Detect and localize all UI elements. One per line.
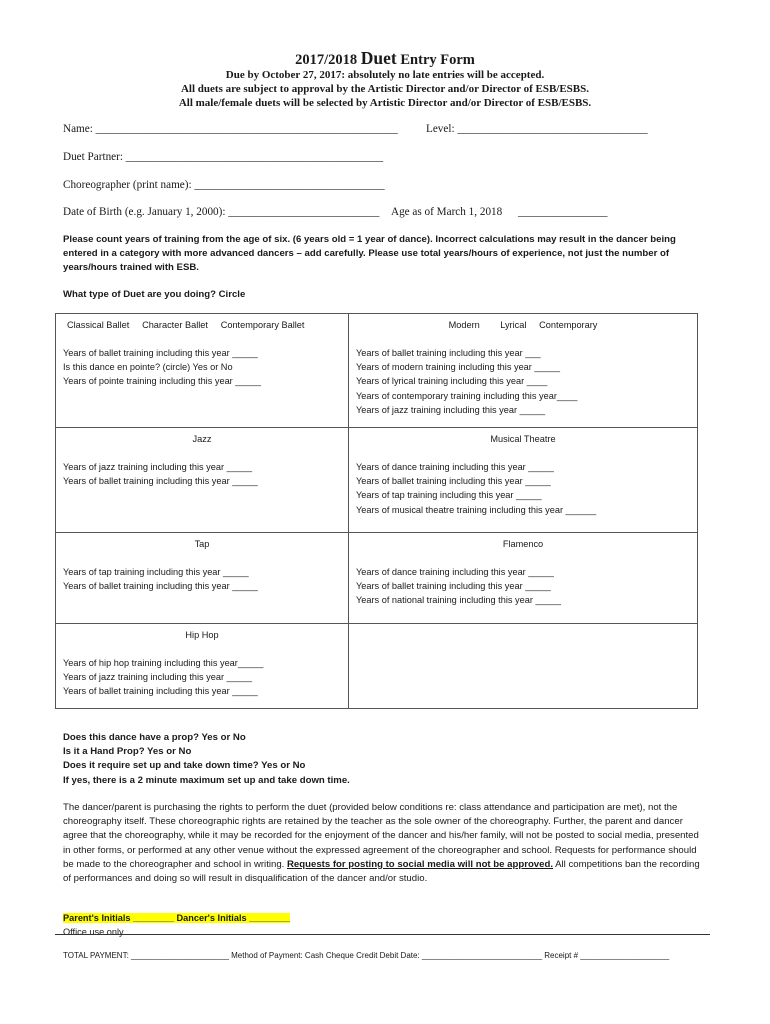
title-rest: Entry Form: [400, 52, 475, 68]
duet-partner-field[interactable]: Duet Partner: ______________________________________________: [63, 151, 384, 163]
musical-dance-years-line[interactable]: Years of dance training including this year _____: [356, 462, 554, 472]
jazz-ballet-years-line[interactable]: Years of ballet training including this year _____: [63, 476, 258, 487]
setup-limit-note: If yes, there is a 2 minute maximum set up and take down time.: [63, 774, 350, 786]
setup-question[interactable]: Does it require set up and take down time? Yes or No: [63, 760, 306, 772]
hip-hop-jazz-years-line[interactable]: Years of jazz training including this year _____: [63, 672, 253, 683]
prop-question[interactable]: Does this dance have a prop? Yes or No: [63, 732, 246, 743]
choreographer-field[interactable]: Choreographer (print name): __________________________________: [63, 179, 385, 191]
duet-category-table: [55, 313, 698, 709]
ballet-years-line[interactable]: Years of ballet training including this year _____: [63, 348, 258, 358]
initials-line: [63, 913, 290, 923]
option-lyrical[interactable]: Lyrical: [500, 320, 527, 330]
en-pointe-line[interactable]: Is this dance en pointe? (circle) Yes or No: [63, 362, 233, 373]
musical-tap-years-line[interactable]: Years of tap training including this year _____: [356, 490, 542, 501]
empty-cell: [349, 624, 698, 709]
date-of-birth-field[interactable]: Date of Birth (e.g. January 1, 2000): ___________________________: [63, 206, 380, 218]
age-label: Age as of March 1, 2018: [391, 206, 503, 218]
musical-theatre-title[interactable]: Musical Theatre: [490, 434, 556, 444]
option-character-ballet[interactable]: Character Ballet: [142, 320, 208, 330]
prop-questions: [63, 731, 350, 788]
jazz-cell: [56, 428, 349, 533]
musical-theatre-cell: [349, 428, 698, 533]
modern-ballet-years-line[interactable]: Years of ballet training including this year ___: [356, 348, 541, 358]
name-field[interactable]: Name: ______________________________________________________: [63, 123, 398, 135]
hip-hop-cell: [56, 624, 349, 709]
modern-options: [356, 314, 690, 332]
flamenco-dance-years-line[interactable]: Years of dance training including this year _____: [356, 567, 554, 577]
flamenco-ballet-years-line[interactable]: Years of ballet training including this year _____: [356, 581, 551, 592]
due-date-line: Due by October 27, 2017: absolutely no late entries will be accepted.: [225, 69, 545, 81]
jazz-years-line[interactable]: Years of jazz training including this year _____: [63, 462, 253, 472]
form-title: [0, 48, 770, 69]
hand-prop-question[interactable]: Is it a Hand Prop? Yes or No: [63, 746, 192, 758]
ballet-cell: [56, 314, 349, 428]
hip-hop-ballet-years-line[interactable]: Years of ballet training including this year _____: [63, 686, 258, 697]
training-instructions: Please count years of training from the age of six. (6 years old = 1 year of dance). Incorrect calculations may result in the dancer being entered in a category with more advanced dancers – add carefully. Please use total years/hours of experience, not just the number of years/hours trained with ESB.: [63, 234, 676, 274]
rights-paragraph: [63, 801, 703, 886]
ballet-options: [63, 314, 341, 332]
jazz-title[interactable]: Jazz: [192, 434, 212, 444]
title-duet: Duet: [360, 48, 397, 68]
lyrical-years-line[interactable]: Years of lyrical training including this year ____: [356, 376, 548, 387]
approval-line: All duets are subject to approval by the Artistic Director and/or Director of ESB/ESBS.: [180, 83, 589, 95]
age-field[interactable]: ________________: [518, 206, 608, 218]
flamenco-title[interactable]: Flamenco: [502, 539, 544, 549]
option-contemporary-ballet[interactable]: Contemporary Ballet: [220, 320, 305, 330]
office-use-label: Office use only: [63, 927, 124, 937]
option-contemporary[interactable]: Contemporary: [539, 320, 598, 330]
duet-type-question: What type of Duet are you doing? Circle: [63, 289, 246, 300]
tap-cell: [56, 533, 349, 624]
musical-ballet-years-line[interactable]: Years of ballet training including this year _____: [356, 476, 551, 487]
tap-years-line[interactable]: Years of tap training including this year _____: [63, 567, 249, 577]
modern-cell: [349, 314, 698, 428]
hip-hop-years-line[interactable]: Years of hip hop training including this year_____: [63, 658, 264, 668]
national-years-line[interactable]: Years of national training including this year _____: [356, 595, 561, 606]
level-field[interactable]: Level: __________________________________: [426, 123, 648, 135]
musical-theatre-years-line[interactable]: Years of musical theatre training including this year ______: [356, 504, 597, 515]
pointe-years-line[interactable]: Years of pointe training including this year _____: [63, 376, 261, 387]
tap-ballet-years-line[interactable]: Years of ballet training including this year _____: [63, 581, 258, 592]
selection-line: All male/female duets will be selected by Artistic Director and/or Director of ESB/ESBS.: [178, 97, 592, 109]
competition-notice: All competitions ban the recording of performances and doing so will result in disqualification of the dancer and/or studio.: [63, 858, 700, 885]
modern-jazz-years-line[interactable]: Years of jazz training including this year _____: [356, 404, 546, 415]
hip-hop-title[interactable]: Hip Hop: [185, 630, 219, 640]
flamenco-cell: [349, 533, 698, 624]
tap-title[interactable]: Tap: [194, 539, 210, 549]
modern-years-line[interactable]: Years of modern training including this year _____: [356, 362, 560, 373]
social-media-notice: Requests for posting to social media will not be approved.: [287, 858, 553, 870]
rights-text: The dancer/parent is purchasing the rights to perform the duet (provided below conditions re: class attendance and participation are met), not the choreography itself. These choreographic rights are retained by the teacher as the sole owner of the choreography. Further, the parent and dancer agree that the choreography, while it may be recorded for the enjoyment of the dancer and his/her family, will not be posted to social media, presented in other forms, or performed at any other venue without the expressed agreement of the choreographer and school. Requests for performance should be made to the choreographer and school in writing.: [63, 802, 699, 870]
office-divider: [55, 934, 710, 935]
payment-footer[interactable]: TOTAL PAYMENT: ______________________ Method of Payment: Cash Cheque Credit Debit Date: ___________________________ Receipt # ____________________: [63, 951, 670, 960]
option-classical-ballet[interactable]: Classical Ballet: [67, 320, 130, 330]
title-year: 2017/2018: [295, 52, 358, 68]
initials-fields[interactable]: Parent's Initials ________ Dancer's Initials ________: [63, 913, 291, 923]
contemporary-years-line[interactable]: Years of contemporary training including this year____: [356, 390, 578, 401]
option-modern[interactable]: Modern: [448, 320, 480, 330]
